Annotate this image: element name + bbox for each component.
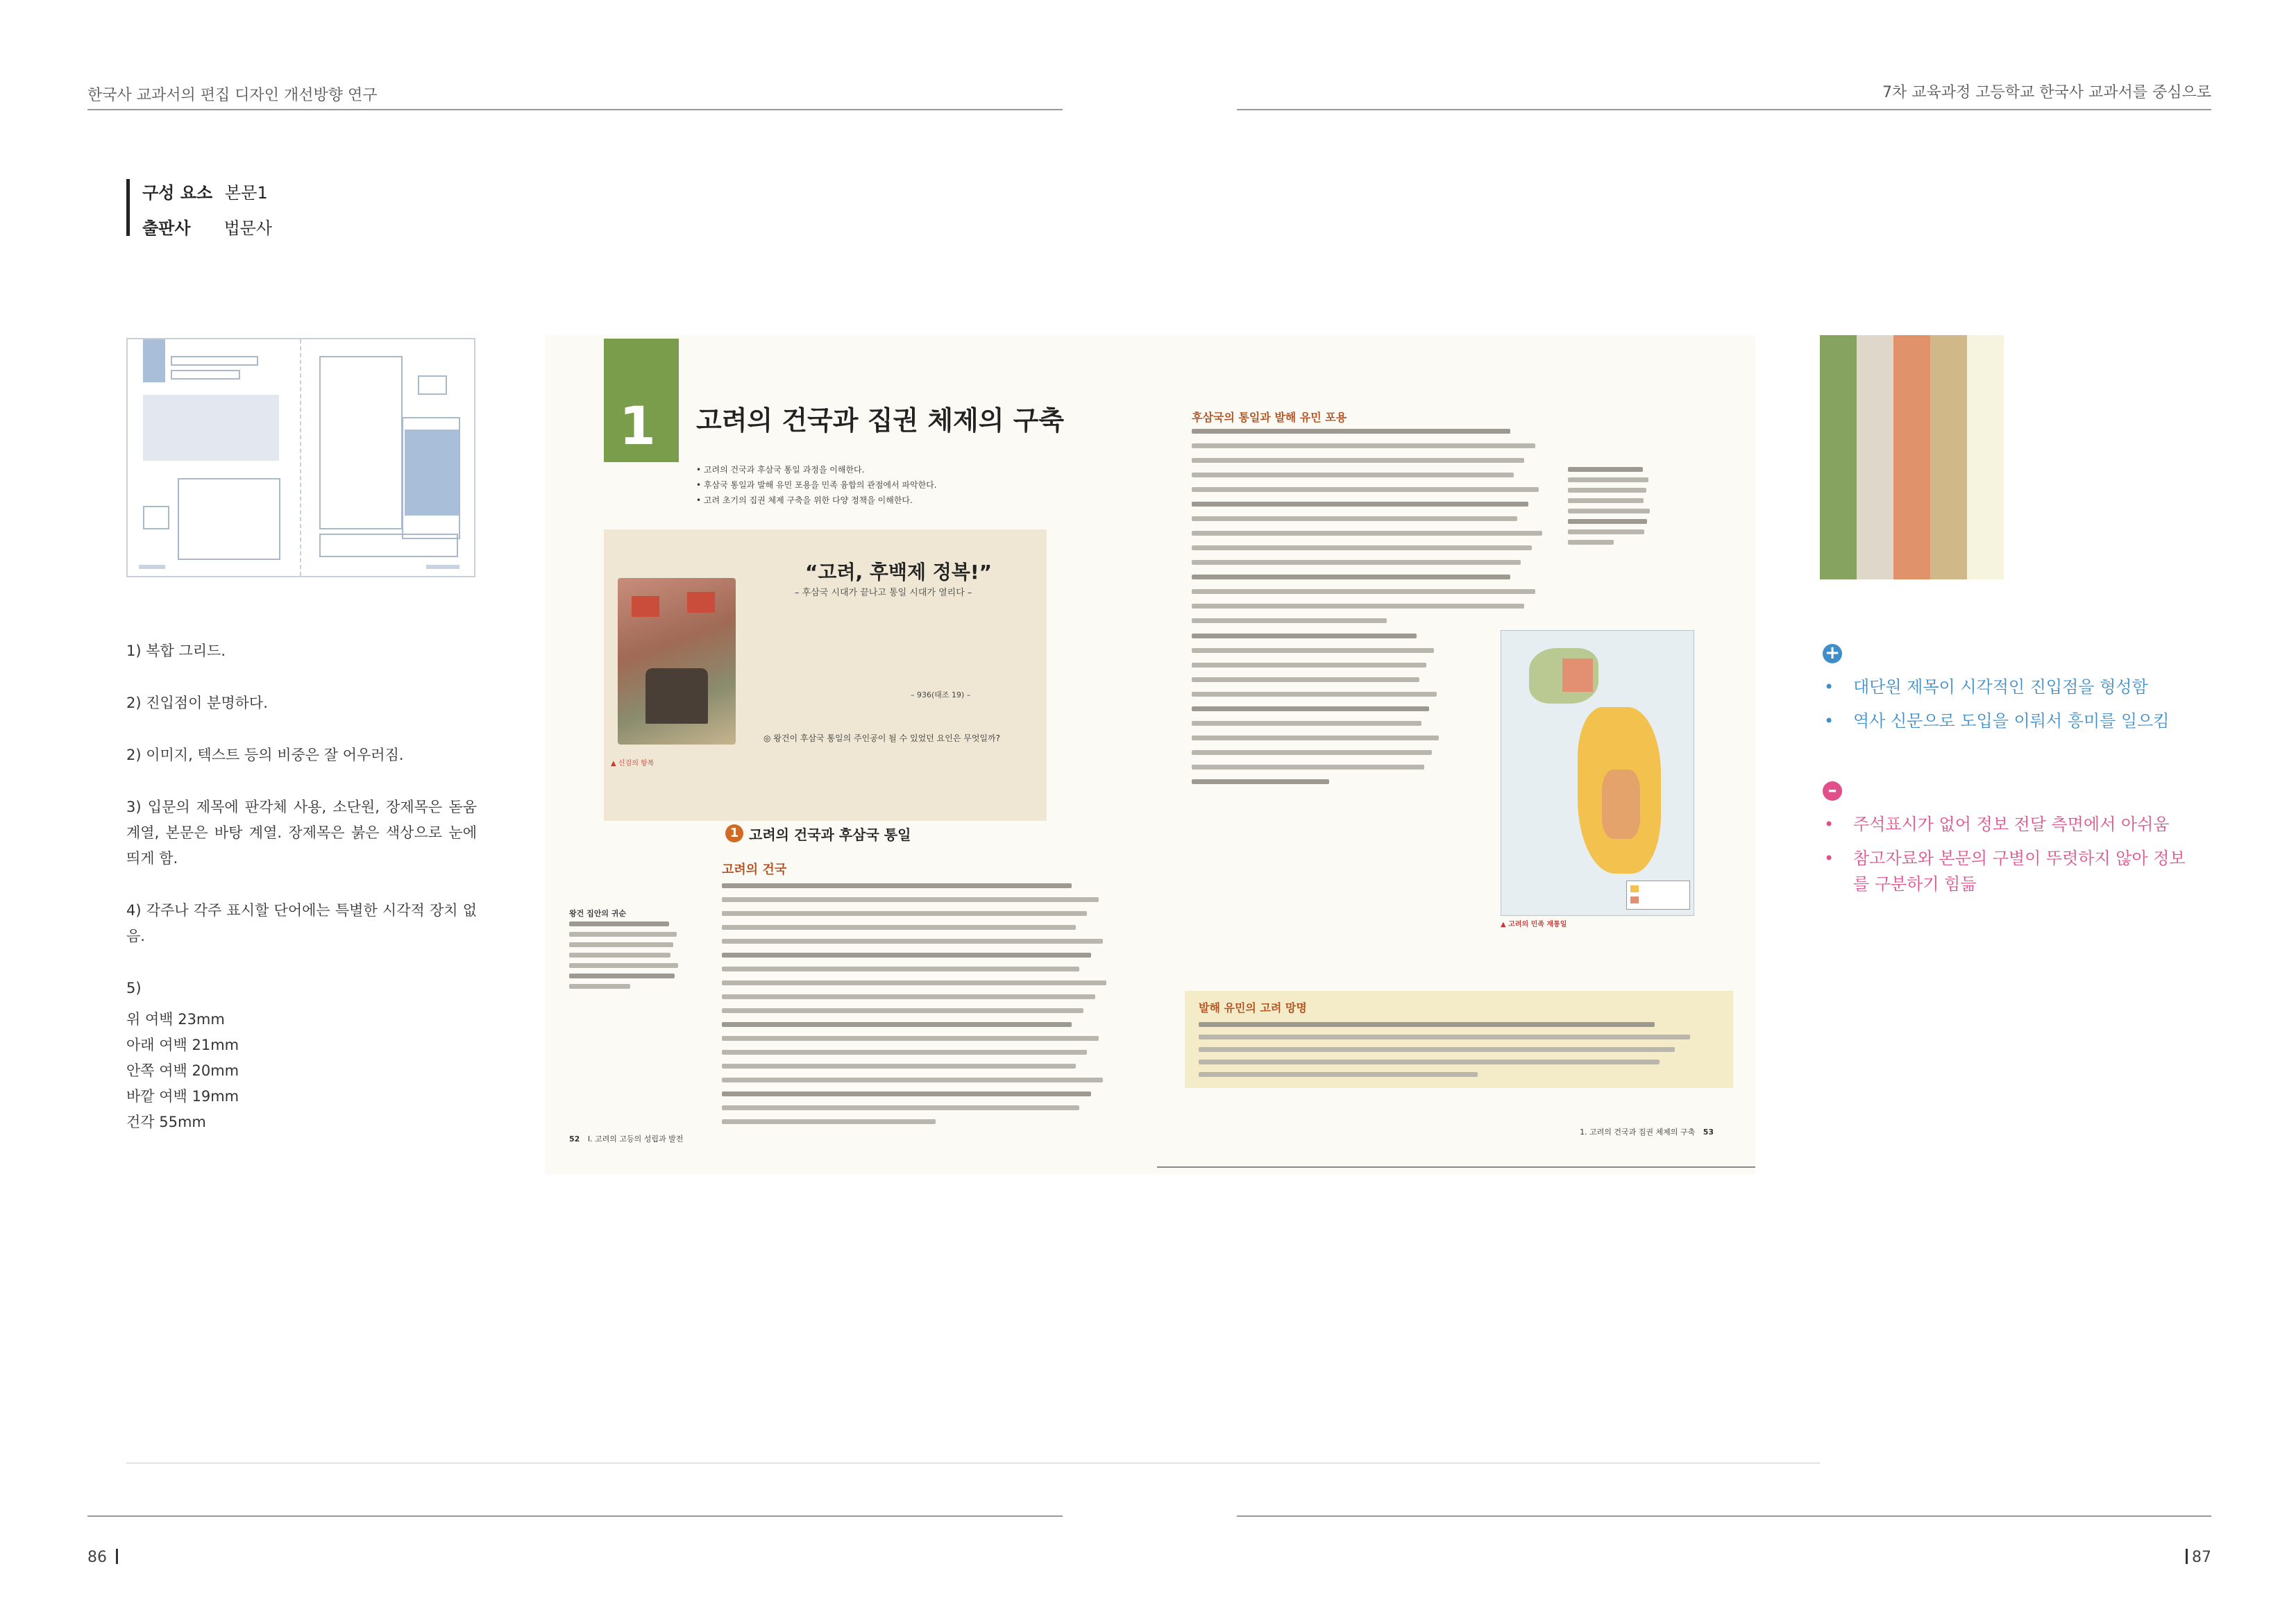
text-line-placeholder (1199, 1035, 1690, 1039)
schematic-block (139, 565, 165, 569)
note-entry-point: 2) 진입점이 분명하다. (126, 695, 268, 711)
schematic-block (418, 375, 447, 395)
margin-top: 위 여백 23mm (126, 1011, 225, 1028)
text-line-placeholder (569, 942, 673, 947)
text-line-placeholder (1192, 560, 1521, 565)
text-line-placeholder (722, 1078, 1103, 1082)
text-line-placeholder (1192, 516, 1517, 521)
page-footer-left (569, 1133, 683, 1144)
footer-page-number: 53 (1703, 1128, 1714, 1137)
note-balance: 2) 이미지, 텍스트 등의 비중은 잘 어우러짐. (126, 747, 404, 763)
text-line-placeholder (1568, 519, 1647, 524)
schematic-block (143, 395, 279, 461)
text-line-placeholder (722, 939, 1103, 944)
feature-source: – 936(태조 19) – (911, 690, 971, 699)
footer-page-number: 52 (569, 1135, 580, 1144)
section-number-badge: 1 (725, 824, 743, 842)
cons-list (1824, 812, 2199, 906)
reference-box-title: 발해 유민의 고려 망명 (1199, 1001, 1307, 1014)
text-line-placeholder (1199, 1060, 1660, 1064)
objective-item: • 고려 초기의 집권 체제 구축을 위한 다양 정책을 이해한다. (696, 495, 913, 505)
footer-running-text: Ⅰ. 고려의 고등의 성립과 발전 (587, 1135, 684, 1144)
text-line-placeholder (1199, 1047, 1675, 1052)
text-line-placeholder (1192, 429, 1510, 434)
schematic-block (171, 370, 240, 380)
image-caption: ▲ 신검의 항복 (611, 760, 655, 767)
text-line-placeholder (722, 1022, 1072, 1027)
text-line-placeholder (1192, 750, 1432, 755)
map-region-shape (1602, 770, 1640, 839)
map-image (1501, 630, 1694, 916)
schematic-block (319, 356, 403, 529)
note-footnotes: 4) 각주나 각주 표시할 단어에는 특별한 시각적 장치 없음. (126, 902, 477, 944)
margin-column: 건각 55mm (126, 1114, 206, 1130)
footer-rule-right (1237, 1515, 2211, 1517)
feature-headline: “고려, 후백제 정복!” (805, 561, 993, 584)
text-line-placeholder (722, 883, 1072, 888)
con-item: • 참고자료와 본문의 구별이 뚜렷하지 않아 정보를 구분하기 힘듦 (1824, 846, 2199, 897)
text-line-placeholder (1192, 692, 1437, 697)
schematic-block (143, 339, 165, 382)
map-region-shape (1562, 658, 1593, 692)
meta-publisher (142, 214, 272, 239)
objective-item: • 후삼국 통일과 발해 유민 포용을 민족 융합의 관점에서 파악한다. (696, 480, 937, 490)
chapter-number-tab (604, 339, 679, 462)
text-line-placeholder (722, 1091, 1091, 1096)
text-line-placeholder (722, 897, 1099, 902)
text-line-placeholder (722, 1105, 1079, 1110)
meta-accent-bar (126, 179, 130, 236)
text-line-placeholder (722, 1036, 1099, 1041)
footer-rule-left (87, 1515, 1063, 1517)
textbook-left-page (545, 335, 1157, 1175)
palette-swatch (1930, 335, 1967, 579)
text-line-placeholder (569, 974, 675, 978)
page-footer-right (1580, 1126, 1714, 1137)
legend-swatch (1630, 885, 1639, 892)
text-line-placeholder (1192, 736, 1439, 740)
page-number-right-value: 87 (2192, 1549, 2211, 1566)
text-line-placeholder (1568, 540, 1614, 545)
margins-heading: 5) (126, 980, 142, 996)
text-line-placeholder (1192, 677, 1419, 682)
text-line-placeholder (1192, 502, 1528, 507)
text-line-placeholder (1192, 663, 1426, 668)
text-line-placeholder (722, 1050, 1087, 1055)
subsection-title: 고려의 건국 (722, 863, 787, 877)
text-line-placeholder (1568, 529, 1644, 534)
text-line-placeholder (722, 1119, 936, 1124)
textbook-right-page (1157, 335, 1755, 1175)
text-line-placeholder (1192, 575, 1510, 579)
palette-swatch (1857, 335, 1893, 579)
running-header-right: 7차 교육과정 고등학교 한국사 교과서를 중심으로 (1882, 84, 2211, 101)
text-line-placeholder (722, 980, 1106, 985)
text-line-placeholder (1192, 648, 1434, 653)
text-line-placeholder (722, 911, 1087, 916)
text-line-placeholder (569, 963, 678, 968)
schematic-block (171, 356, 258, 366)
text-line-placeholder (722, 925, 1076, 930)
chapter-objectives (696, 462, 937, 508)
schematic-block (178, 478, 280, 560)
pros-list (1824, 674, 2199, 742)
text-line-placeholder (569, 953, 670, 958)
text-line-placeholder (1192, 706, 1429, 711)
page-number-left-value: 86 (87, 1549, 107, 1566)
page-number-right (2186, 1549, 2211, 1566)
text-line-placeholder (1568, 477, 1648, 482)
schematic-block (143, 506, 169, 529)
page-number-bar (116, 1549, 118, 1564)
text-line-placeholder (1192, 779, 1329, 784)
text-line-placeholder (722, 967, 1079, 971)
page-number-left (87, 1549, 118, 1566)
layout-schematic (126, 338, 475, 577)
history-newspaper-box (604, 529, 1047, 821)
meta-component (142, 179, 268, 203)
note-grid: 1) 복합 그리드. (126, 643, 226, 659)
note-typography: 3) 입문의 제목에 판각체 사용, 소단원, 장제목은 돋움 계열, 본문은 바탕 계열. 장제목은 붉은 색상으로 눈에 띄게 함. (126, 799, 477, 867)
reference-box (1185, 991, 1733, 1088)
chapter-title: 고려의 건국과 집권 체제의 구축 (696, 405, 1065, 436)
text-line-placeholder (1192, 545, 1532, 550)
con-item: • 주석표시가 없어 정보 전달 측면에서 아쉬움 (1824, 812, 2199, 838)
flag-shape (632, 596, 659, 617)
running-header-left: 한국사 교과서의 편집 디자인 개선방향 연구 (87, 87, 378, 104)
illustration-image (618, 578, 736, 745)
schematic-block (405, 430, 459, 516)
chapter-number: 1 (619, 395, 656, 457)
text-line-placeholder (1192, 634, 1417, 638)
schematic-gutter (300, 339, 301, 576)
text-line-placeholder (1192, 721, 1421, 726)
header-rule-left (87, 109, 1063, 110)
palette-swatch (1893, 335, 1930, 579)
sidebar-title: 왕건 집안의 귀순 (569, 909, 627, 918)
text-line-placeholder (1192, 458, 1524, 463)
page-number-bar (2186, 1549, 2188, 1564)
text-line-placeholder (1192, 604, 1524, 609)
footer-running-text: 1. 고려의 건국과 집권 체제의 구축 (1580, 1128, 1696, 1137)
text-line-placeholder (1192, 443, 1535, 448)
palette-swatch (1820, 335, 1857, 579)
page-bottom-rule (1157, 1166, 1755, 1168)
component-label: 구성 요소 (142, 183, 213, 203)
text-line-placeholder (1568, 498, 1644, 503)
text-line-placeholder (722, 994, 1095, 999)
text-line-placeholder (1568, 488, 1646, 493)
text-line-placeholder (569, 921, 669, 926)
pro-item: • 대단원 제목이 시각적인 진입점을 형성함 (1824, 674, 2199, 700)
text-line-placeholder (569, 984, 630, 989)
schematic-block (426, 565, 459, 569)
pro-item: • 역사 신문으로 도입을 이뤄서 흥미를 일으킴 (1824, 708, 2199, 734)
margin-inner: 안쪽 여백 20mm (126, 1062, 239, 1079)
plus-icon: + (1823, 644, 1842, 663)
text-line-placeholder (1192, 531, 1542, 536)
legend-swatch (1630, 897, 1639, 903)
schematic-block (319, 534, 458, 557)
text-line-placeholder (722, 1008, 1083, 1013)
map-legend (1626, 881, 1690, 910)
text-line-placeholder (1568, 467, 1643, 472)
text-line-placeholder (569, 932, 677, 937)
feature-question: ◎ 왕건이 후삼국 통일의 주인공이 될 수 있었던 요인은 무엇일까? (763, 733, 1000, 743)
margin-outer: 바깥 여백 19mm (126, 1088, 239, 1105)
feature-subtitle: – 후삼국 시대가 끝나고 통일 시대가 열리다 – (795, 588, 972, 598)
text-line-placeholder (1192, 765, 1424, 770)
text-line-placeholder (1199, 1022, 1655, 1027)
text-line-placeholder (1192, 473, 1514, 477)
right-subsection-title: 후삼국의 통일과 발해 유민 포용 (1192, 411, 1347, 424)
note-margins (126, 976, 477, 1135)
publisher-value: 법문사 (223, 219, 273, 238)
objective-item: • 고려의 건국과 후삼국 통일 과정을 이해한다. (696, 465, 865, 475)
text-line-placeholder (1192, 618, 1387, 623)
publisher-label: 출판사 (142, 219, 191, 238)
section-title: 고려의 건국과 후삼국 통일 (749, 826, 911, 843)
text-line-placeholder (722, 1064, 1076, 1069)
text-line-placeholder (722, 953, 1091, 958)
header-rule-right (1237, 109, 2211, 110)
component-value: 본문1 (225, 183, 268, 203)
flag-shape (687, 592, 715, 613)
text-line-placeholder (1568, 509, 1650, 513)
text-line-placeholder (1192, 589, 1535, 594)
map-caption: ▲ 고려의 민족 재통일 (1501, 921, 1567, 928)
margin-bottom: 아래 여백 21mm (126, 1037, 239, 1053)
text-line-placeholder (1199, 1072, 1478, 1077)
minus-icon: – (1823, 781, 1842, 801)
palette-swatch (1967, 335, 2004, 579)
text-line-placeholder (1192, 487, 1539, 492)
analysis-notes (126, 638, 477, 1135)
figures-shape (645, 668, 708, 724)
